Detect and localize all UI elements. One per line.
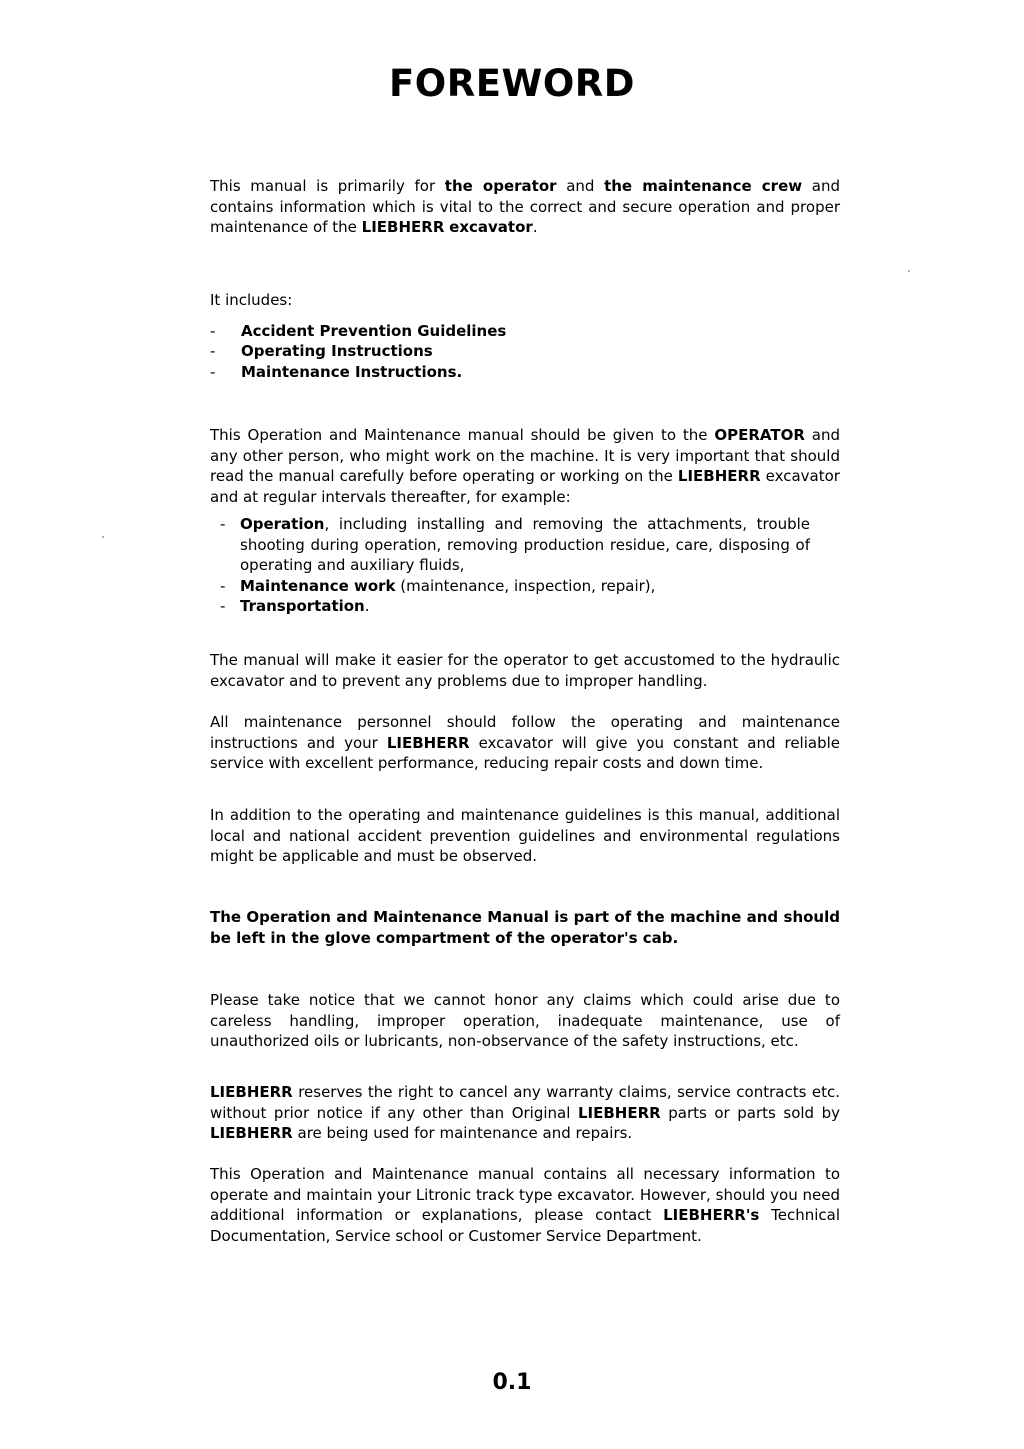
example-text: , including installing and removing the attachments, trouble shooting during operation, removing production residue, care, disposing of operating and auxiliary fluids, bbox=[240, 515, 810, 574]
example-term: Operation bbox=[240, 515, 325, 533]
paragraph-text: excavator will give you constant and reliable service with excellent performance, reducing repair costs and down time. bbox=[210, 733, 840, 772]
paragraph-text: Please take notice that we cannot honor any claims which could arise due to careless handling, improper operation, inadequate maintenance, use of unauthorized oils or lubricants, non-observance of the safety instructions, etc. bbox=[210, 991, 840, 1050]
example-term: Transportation bbox=[240, 597, 365, 615]
page-number: 0.1 bbox=[492, 1370, 532, 1395]
operator-text: This Operation and Maintenance manual should be given to the bbox=[210, 426, 715, 444]
operator-text: and any other person, who might work on the machine. It is very important that should read the manual carefully before operating or working on the bbox=[210, 426, 840, 485]
includes-list bbox=[210, 321, 840, 383]
paragraph-handling bbox=[210, 650, 840, 691]
brand-name: LIEBHERR bbox=[677, 467, 761, 485]
paragraph-contact bbox=[210, 1164, 840, 1246]
list-item: - Accident Prevention Guidelines bbox=[210, 321, 840, 342]
paragraph-claims bbox=[210, 990, 840, 1052]
paragraph-text: This Operation and Maintenance manual contains all necessary information to operate and maintain your Litronic track type excavator. However, should you need additional information or explanations, please contact bbox=[210, 1165, 840, 1224]
intro-text: and bbox=[556, 177, 605, 195]
notice-text: The Operation and Maintenance Manual is part of the machine and should be left in the glove compartment of the operator's cab. bbox=[210, 908, 840, 947]
includes-label: It includes: bbox=[210, 291, 293, 309]
paragraph-text: In addition to the operating and maintenance guidelines is this manual, additional local and national accident prevention guidelines and environmental regulations might be applicable and must be observed. bbox=[210, 806, 840, 865]
operator-text: excavator and at regular intervals thereafter, for example: bbox=[210, 467, 840, 506]
example-term: Maintenance work bbox=[240, 576, 396, 595]
list-item: - Operating Instructions bbox=[210, 341, 840, 362]
brand-name: LIEBHERR bbox=[361, 218, 445, 236]
scan-speck bbox=[908, 270, 910, 272]
paragraph-text: All maintenance personnel should follow the operating and maintenance instructions and your bbox=[210, 713, 840, 752]
operator-emphasis: OPERATOR bbox=[714, 426, 805, 444]
example-text: (maintenance, inspection, repair), bbox=[395, 576, 656, 595]
list-item bbox=[210, 514, 810, 576]
intro-paragraph bbox=[210, 176, 840, 238]
paragraph-text: parts or parts sold by bbox=[660, 1103, 840, 1122]
brand-name: LIEBHERR bbox=[386, 733, 470, 752]
scan-speck bbox=[102, 536, 104, 538]
list-item: - Maintenance Instructions. bbox=[210, 362, 840, 383]
paragraph-glove-compartment bbox=[210, 907, 840, 948]
includes-section bbox=[210, 290, 840, 382]
intro-emphasis-excavator: excavator bbox=[449, 218, 533, 236]
brand-name: LIEBHERR bbox=[210, 1083, 293, 1101]
operator-paragraph bbox=[210, 425, 840, 617]
list-item bbox=[210, 576, 810, 597]
paragraph-text: are being used for maintenance and repairs. bbox=[292, 1124, 633, 1142]
paragraph-text: The manual will make it easier for the operator to get accustomed to the hydraulic excavator and to prevent any problems due to improper handling. bbox=[210, 651, 840, 690]
intro-text: . bbox=[532, 218, 538, 236]
paragraph-text: reserves the right to cancel any warranty claims, service contracts etc. without prior notice if any other than Original bbox=[210, 1083, 840, 1122]
examples-list bbox=[210, 514, 810, 617]
paragraph-warranty bbox=[210, 1082, 840, 1144]
paragraph-maintenance bbox=[210, 712, 840, 774]
intro-text: and contains information which is vital to the correct and secure operation and proper maintenance of the bbox=[210, 177, 840, 236]
list-item bbox=[210, 596, 810, 617]
intro-emphasis-crew: the maintenance crew bbox=[604, 177, 803, 195]
intro-emphasis-operator: the operator bbox=[444, 177, 557, 195]
brand-name: LIEBHERR bbox=[210, 1124, 293, 1142]
brand-name: LIEBHERR bbox=[577, 1103, 661, 1122]
example-text: . bbox=[364, 597, 370, 615]
paragraph-text: Technical Documentation, Service school or Customer Service Department. bbox=[210, 1206, 840, 1245]
paragraph-regulations bbox=[210, 805, 840, 867]
page-title: FOREWORD bbox=[389, 62, 635, 105]
brand-name: LIEBHERR's bbox=[663, 1206, 760, 1224]
intro-text: This manual is primarily for bbox=[210, 177, 445, 195]
